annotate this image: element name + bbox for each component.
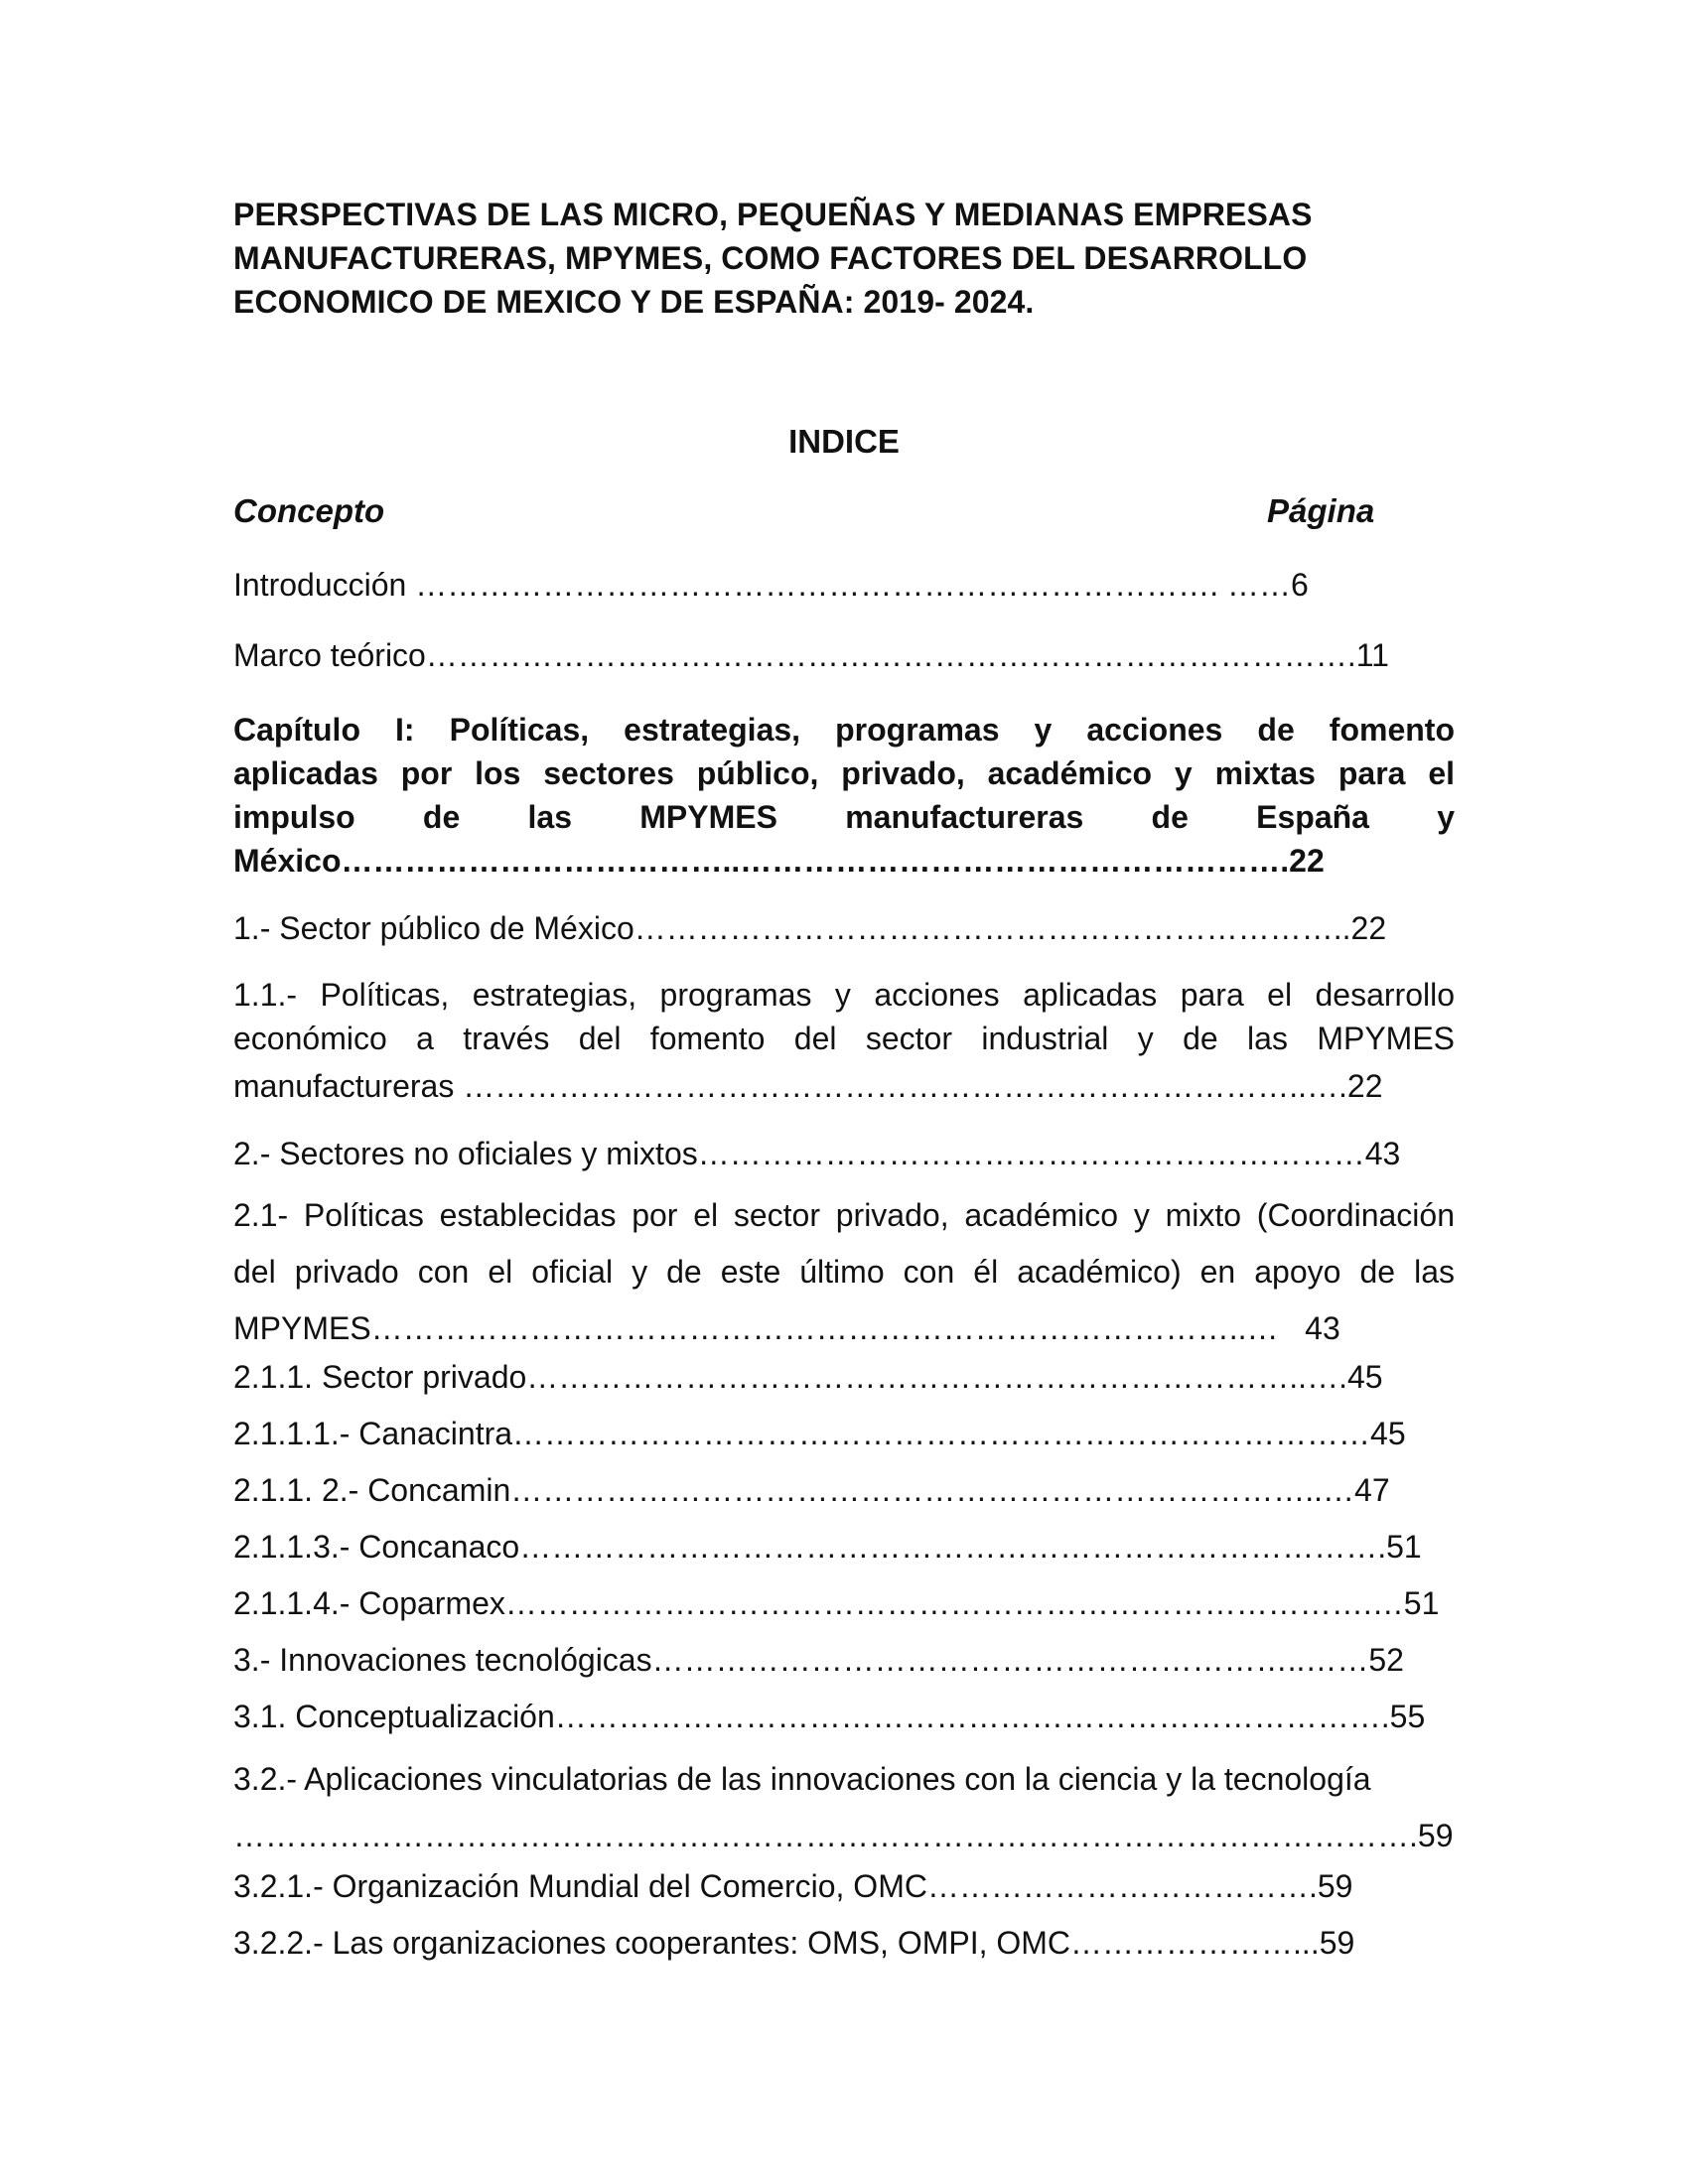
entry-3-2-line-1: 3.2.- Aplicaciones vinculatorias de las innovaciones con la ciencia y la tecnología [233,1761,1371,1797]
entry-2-1-line-3: MPYMES………………………………………………………………………..… 43 [233,1310,1340,1346]
chapter-1-line-2: aplicadas por los sectores público, privado, académico y mixtas para el [233,755,1455,791]
toc-entry-1-1 [233,977,1455,1108]
toc-entry-2-1-1-1: 2.1.1.1.- Canacintra………………………………………………………………………45 [233,1416,1406,1451]
entry-3-2-line-2: ………………………………………………………………………………………………….59 [233,1818,1454,1853]
toc-entry-introduccion: Introducción …………………………………………………………………. ……6 [233,567,1309,603]
chapter-1-line-4: México………………………………..…………………………………………….22 [233,843,1325,879]
toc-entry-marco-teorico: Marco teórico…………………………………………………………………………….11 [233,637,1389,673]
entry-2-1-line-2: del privado con el oficial y de este último con él académico) en apoyo de las [233,1254,1455,1290]
entry-2-1-line-1: 2.1- Políticas establecidas por el sector privado, académico y mixto (Coordinación [233,1197,1455,1233]
toc-entry-2-1-1-2: 2.1.1. 2.- Concamin…………………………………………………………………..…47 [233,1472,1390,1508]
entry-1-1-line-2: económico a través del fomento del sector industrial y de las MPYMES [233,1021,1455,1056]
toc-entry-2-1 [233,1187,1455,1357]
toc-entry-3: 3.- Innovaciones tecnológicas……………………………………………………..……52 [233,1642,1404,1678]
toc-entry-3-1: 3.1. Conceptualización…………………………………………………………………….55 [233,1699,1426,1734]
index-heading: INDICE [788,423,900,460]
concept-column-header: Concepto [233,492,385,529]
toc-entry-3-2-2: 3.2.2.- Las organizaciones cooperantes: OMS, OMPI, OMC…………………...59 [233,1925,1355,1961]
title-line-3: ECONOMICO DE MEXICO Y DE ESPAÑA: 2019- 2024. [233,284,1035,320]
toc-entry-3-2-1: 3.2.1.- Organización Mundial del Comercio, OMC……………………………….59 [233,1868,1353,1904]
title-line-2: MANUFACTURERAS, MPYMES, COMO FACTORES DEL DESARROLLO [233,240,1308,276]
toc-entry-2-1-1-4: 2.1.1.4.- Coparmex……………………………………………………………………….…51 [233,1585,1440,1621]
toc-entry-3-2 [233,1751,1455,1864]
entry-1-1-line-1: 1.1.- Políticas, estrategias, programas y acciones aplicadas para el desarrollo [233,977,1455,1013]
page-column-header: Página [1267,492,1375,529]
toc-entry-2-1-1: 2.1.1. Sector privado………………………………………………………………..….45 [233,1359,1383,1395]
toc-entry-1: 1.- Sector público de México…………………………………………………………..22 [233,910,1387,946]
toc-entry-2-1-1-3: 2.1.1.3.- Concanaco……………………………………………………………………….51 [233,1529,1422,1565]
chapter-1-line-3: impulso de las MPYMES manufactureras de España y [233,799,1455,835]
toc-entry-chapter-1 [233,708,1455,883]
chapter-1-line-1: Capítulo I: Políticas, estrategias, programas y acciones de fomento [233,712,1455,748]
toc-entry-2: 2.- Sectores no oficiales y mixtos………………………………………………………43 [233,1136,1401,1171]
title-line-1: PERSPECTIVAS DE LAS MICRO, PEQUEÑAS Y MEDIANAS EMPRESAS [233,197,1313,232]
entry-1-1-line-3: manufactureras ……………………………………………………………………..….22 [233,1068,1383,1104]
